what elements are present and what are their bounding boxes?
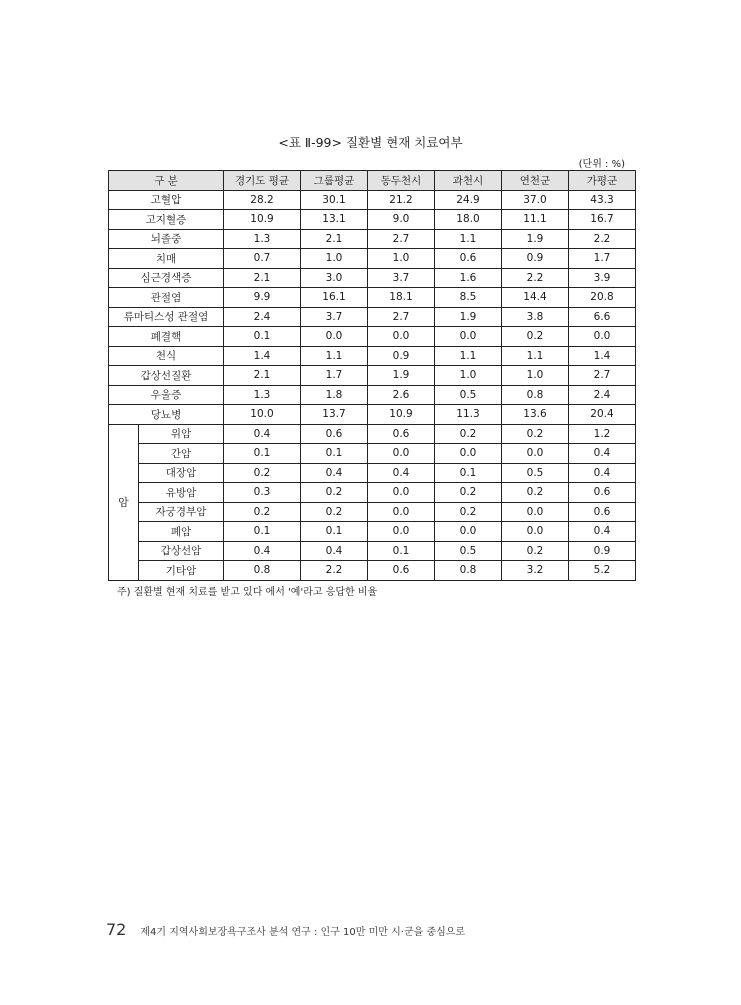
value-cell: 0.4 (301, 463, 368, 483)
value-cell: 1.7 (569, 249, 636, 269)
value-cell: 1.6 (435, 268, 502, 288)
header-group-avg: 그룹평균 (301, 171, 368, 191)
value-cell: 16.7 (569, 210, 636, 230)
value-cell: 18.0 (435, 210, 502, 230)
value-cell: 0.9 (502, 249, 569, 269)
value-cell: 0.1 (224, 327, 301, 347)
value-cell: 5.2 (569, 561, 636, 581)
treatment-table (108, 170, 636, 581)
value-cell: 2.2 (502, 268, 569, 288)
value-cell: 0.8 (224, 561, 301, 581)
value-cell: 2.4 (569, 385, 636, 405)
value-cell: 2.2 (569, 229, 636, 249)
row-label: 우울증 (109, 385, 224, 405)
value-cell: 1.1 (435, 229, 502, 249)
row-label: 간암 (139, 444, 224, 464)
table-title: <표 Ⅱ-99> 질환별 현재 치료여부 (278, 135, 463, 150)
value-cell: 0.4 (224, 541, 301, 561)
value-cell: 0.4 (569, 444, 636, 464)
row-label: 기타암 (139, 561, 224, 581)
value-cell: 11.3 (435, 405, 502, 425)
value-cell: 0.2 (301, 502, 368, 522)
value-cell: 0.0 (502, 522, 569, 542)
value-cell: 1.1 (502, 346, 569, 366)
value-cell: 0.8 (435, 561, 502, 581)
table-row (109, 405, 636, 425)
value-cell: 1.9 (435, 307, 502, 327)
value-cell: 14.4 (502, 288, 569, 308)
value-cell: 0.0 (502, 502, 569, 522)
row-label: 갑상선질환 (109, 366, 224, 386)
value-cell: 1.9 (368, 366, 435, 386)
table-row (109, 307, 636, 327)
value-cell: 0.0 (435, 522, 502, 542)
value-cell: 0.4 (224, 424, 301, 444)
value-cell: 0.0 (502, 444, 569, 464)
value-cell: 0.1 (301, 522, 368, 542)
row-label: 고지혈증 (109, 210, 224, 230)
table-row (109, 444, 636, 464)
value-cell: 2.7 (569, 366, 636, 386)
value-cell: 0.2 (502, 327, 569, 347)
page-number: 72 (106, 920, 127, 939)
header-gapyeong: 가평군 (569, 171, 636, 191)
value-cell: 1.4 (224, 346, 301, 366)
row-label: 류마티스성 관절염 (109, 307, 224, 327)
value-cell: 37.0 (502, 190, 569, 210)
value-cell: 10.0 (224, 405, 301, 425)
value-cell: 20.8 (569, 288, 636, 308)
value-cell: 0.6 (435, 249, 502, 269)
row-label: 갑상선암 (139, 541, 224, 561)
value-cell: 1.7 (301, 366, 368, 386)
value-cell: 9.0 (368, 210, 435, 230)
value-cell: 1.0 (301, 249, 368, 269)
table-row (109, 268, 636, 288)
value-cell: 16.1 (301, 288, 368, 308)
value-cell: 10.9 (368, 405, 435, 425)
value-cell: 13.7 (301, 405, 368, 425)
value-cell: 30.1 (301, 190, 368, 210)
value-cell: 1.0 (502, 366, 569, 386)
value-cell: 0.6 (569, 502, 636, 522)
value-cell: 1.0 (435, 366, 502, 386)
row-label: 폐결핵 (109, 327, 224, 347)
value-cell: 13.1 (301, 210, 368, 230)
value-cell: 11.1 (502, 210, 569, 230)
page-footer (106, 920, 465, 939)
table-row (109, 366, 636, 386)
value-cell: 0.2 (435, 502, 502, 522)
value-cell: 3.9 (569, 268, 636, 288)
value-cell: 0.9 (368, 346, 435, 366)
value-cell: 0.1 (224, 522, 301, 542)
value-cell: 3.8 (502, 307, 569, 327)
value-cell: 0.2 (435, 424, 502, 444)
table-row (109, 229, 636, 249)
value-cell: 0.0 (368, 327, 435, 347)
row-label: 유방암 (139, 483, 224, 503)
value-cell: 0.6 (368, 424, 435, 444)
value-cell: 18.1 (368, 288, 435, 308)
value-cell: 8.5 (435, 288, 502, 308)
table-row (109, 190, 636, 210)
value-cell: 1.9 (502, 229, 569, 249)
value-cell: 6.6 (569, 307, 636, 327)
row-label: 자궁경부암 (139, 502, 224, 522)
value-cell: 0.8 (502, 385, 569, 405)
value-cell: 2.4 (224, 307, 301, 327)
value-cell: 1.0 (368, 249, 435, 269)
table-row (109, 483, 636, 503)
value-cell: 3.7 (368, 268, 435, 288)
table-row (109, 249, 636, 269)
value-cell: 43.3 (569, 190, 636, 210)
cancer-group-label: 암 (109, 424, 139, 580)
value-cell: 0.0 (368, 502, 435, 522)
value-cell: 2.6 (368, 385, 435, 405)
value-cell: 3.7 (301, 307, 368, 327)
header-row (109, 171, 636, 191)
row-label: 당뇨병 (109, 405, 224, 425)
value-cell: 0.1 (435, 463, 502, 483)
value-cell: 0.2 (224, 463, 301, 483)
value-cell: 0.5 (435, 541, 502, 561)
value-cell: 24.9 (435, 190, 502, 210)
value-cell: 0.2 (502, 424, 569, 444)
value-cell: 1.1 (435, 346, 502, 366)
table-row (109, 463, 636, 483)
value-cell: 0.6 (301, 424, 368, 444)
value-cell: 1.8 (301, 385, 368, 405)
value-cell: 1.3 (224, 385, 301, 405)
value-cell: 2.1 (224, 268, 301, 288)
value-cell: 0.0 (301, 327, 368, 347)
row-label: 치매 (109, 249, 224, 269)
value-cell: 0.0 (368, 444, 435, 464)
value-cell: 9.9 (224, 288, 301, 308)
table-row (109, 541, 636, 561)
row-label: 대장암 (139, 463, 224, 483)
row-label: 심근경색증 (109, 268, 224, 288)
value-cell: 0.6 (368, 561, 435, 581)
table-row (109, 327, 636, 347)
value-cell: 0.7 (224, 249, 301, 269)
value-cell: 2.2 (301, 561, 368, 581)
value-cell: 0.1 (301, 444, 368, 464)
value-cell: 3.0 (301, 268, 368, 288)
footnote: 주) 질환별 현재 치료를 받고 있다 에서 '예'라고 응답한 비율 (117, 587, 378, 598)
value-cell: 21.2 (368, 190, 435, 210)
value-cell: 2.1 (301, 229, 368, 249)
value-cell: 0.5 (502, 463, 569, 483)
value-cell: 28.2 (224, 190, 301, 210)
row-label: 폐암 (139, 522, 224, 542)
footer-text: 제4기 지역사회보장욕구조사 분석 연구 : 인구 10만 미만 시·군을 중심으로 (140, 927, 466, 938)
row-label: 관절염 (109, 288, 224, 308)
value-cell: 0.1 (368, 541, 435, 561)
header-gyeonggi-avg: 경기도 평균 (224, 171, 301, 191)
table-row (109, 522, 636, 542)
value-cell: 0.2 (224, 502, 301, 522)
header-category: 구 분 (109, 171, 224, 191)
value-cell: 0.2 (502, 483, 569, 503)
value-cell: 0.9 (569, 541, 636, 561)
table-row (109, 385, 636, 405)
unit-label: (단위 : %) (578, 159, 625, 170)
value-cell: 0.0 (368, 483, 435, 503)
value-cell: 0.3 (224, 483, 301, 503)
value-cell: 2.1 (224, 366, 301, 386)
value-cell: 0.4 (301, 541, 368, 561)
table-row (109, 561, 636, 581)
value-cell: 0.0 (435, 327, 502, 347)
value-cell: 1.2 (569, 424, 636, 444)
value-cell: 10.9 (224, 210, 301, 230)
table-row (109, 502, 636, 522)
value-cell: 0.4 (368, 463, 435, 483)
value-cell: 2.7 (368, 229, 435, 249)
value-cell: 0.2 (435, 483, 502, 503)
row-label: 천식 (109, 346, 224, 366)
value-cell: 0.4 (569, 463, 636, 483)
table-row (109, 210, 636, 230)
row-label: 위암 (139, 424, 224, 444)
value-cell: 0.0 (435, 444, 502, 464)
value-cell: 0.2 (301, 483, 368, 503)
value-cell: 2.7 (368, 307, 435, 327)
value-cell: 1.3 (224, 229, 301, 249)
table-row (109, 424, 636, 444)
value-cell: 0.4 (569, 522, 636, 542)
header-yeoncheon: 연천군 (502, 171, 569, 191)
value-cell: 1.4 (569, 346, 636, 366)
row-label: 뇌졸중 (109, 229, 224, 249)
header-gwacheon: 과천시 (435, 171, 502, 191)
value-cell: 3.2 (502, 561, 569, 581)
table-row (109, 346, 636, 366)
value-cell: 20.4 (569, 405, 636, 425)
value-cell: 13.6 (502, 405, 569, 425)
value-cell: 0.0 (368, 522, 435, 542)
value-cell: 0.1 (224, 444, 301, 464)
value-cell: 0.6 (569, 483, 636, 503)
value-cell: 0.2 (502, 541, 569, 561)
row-label: 고혈압 (109, 190, 224, 210)
table-row (109, 288, 636, 308)
value-cell: 1.1 (301, 346, 368, 366)
value-cell: 0.0 (569, 327, 636, 347)
header-dongducheon: 동두천시 (368, 171, 435, 191)
value-cell: 0.5 (435, 385, 502, 405)
